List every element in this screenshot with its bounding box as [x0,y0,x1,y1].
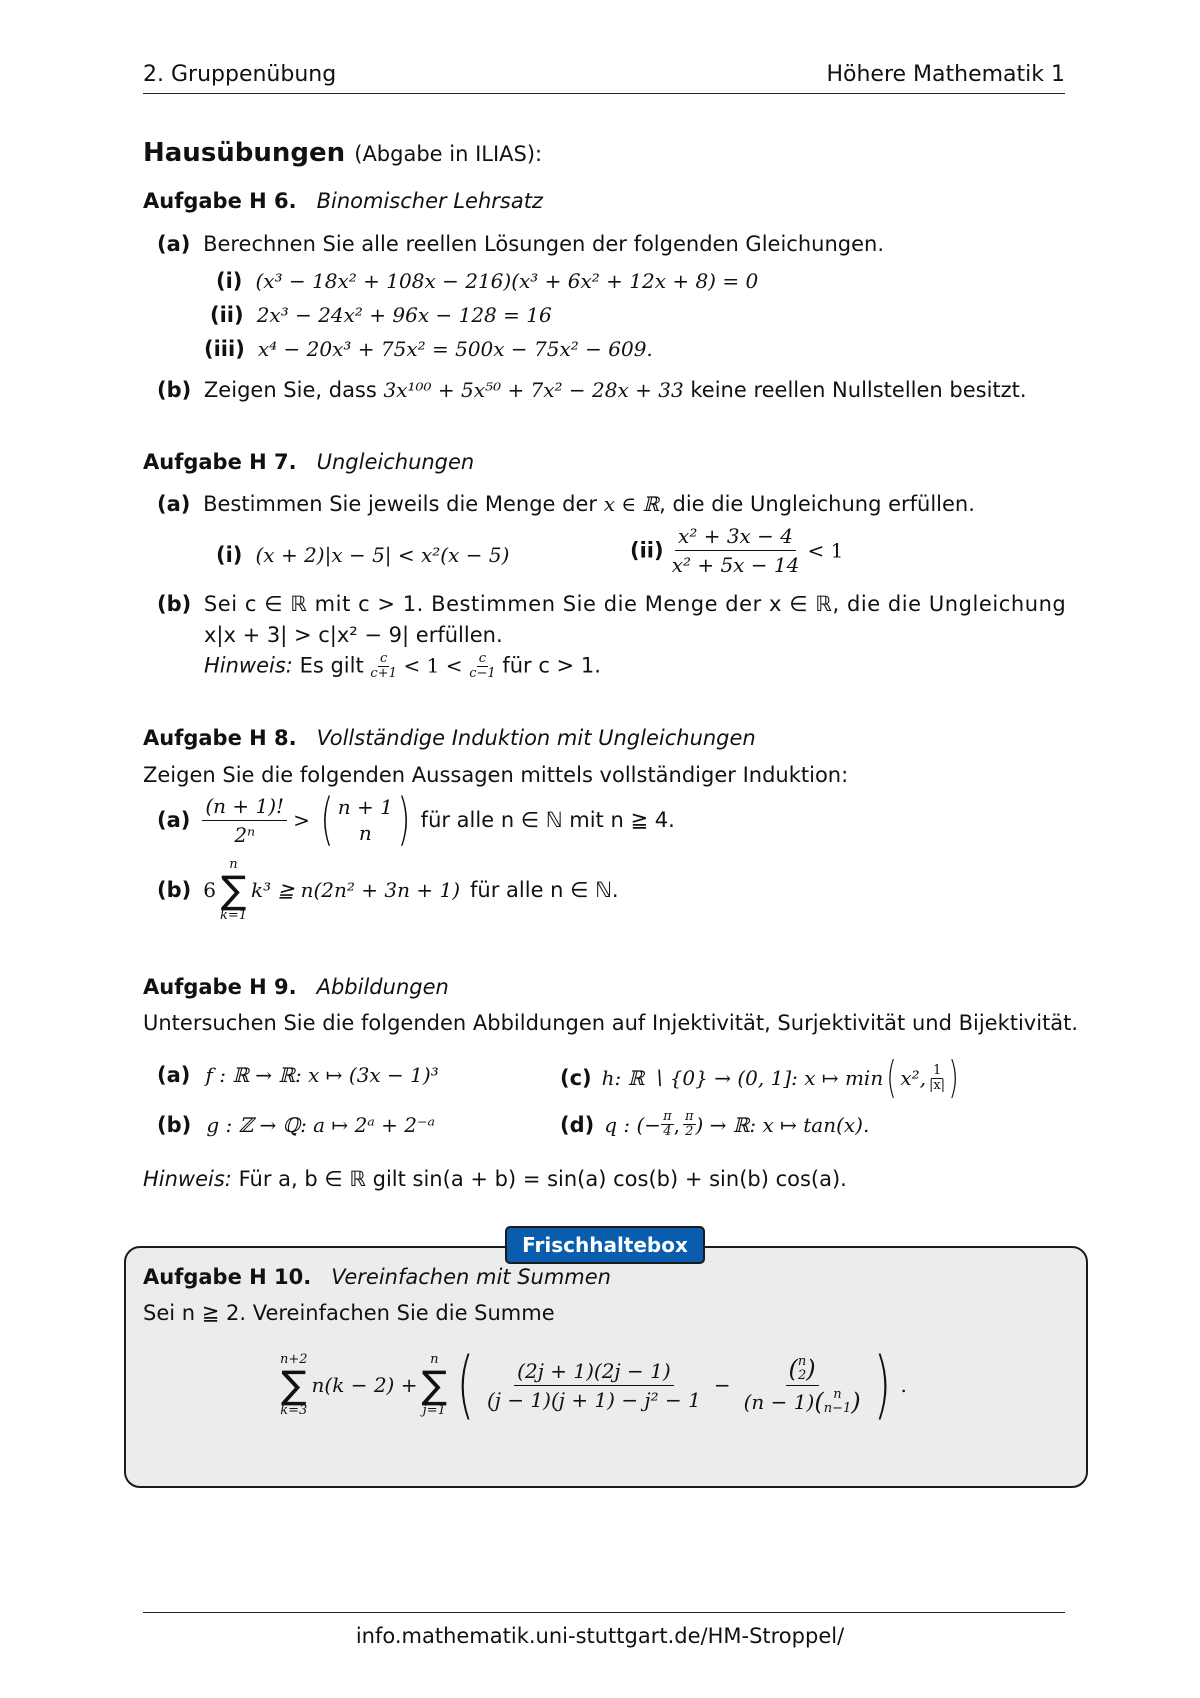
h10-sum1-bottom: k=3 [280,1403,308,1418]
h7-b [157,592,1066,616]
task-h9-label: Aufgabe H 9. [143,975,297,999]
h10-intro: Sei n ≧ 2. Vereinfachen Sie die Summe [143,1301,555,1325]
h8-a-denominator: 2ⁿ [234,822,256,847]
h9-d-frac2-num: π [684,1109,694,1124]
h6-ii-label: (ii) [210,303,244,327]
section-title [143,138,542,168]
h8-a-gt: > [293,808,310,832]
h6-iii-label: (iii) [204,337,245,361]
h8-b-body: k³ ≧ n(2n² + 3n + 1) [251,878,461,902]
h7-b-label: (b) [157,592,192,616]
h8-b-post: für alle n ∈ ℕ. [470,878,619,902]
h8-a-label: (a) [157,808,191,832]
h8-a-post: für alle n ∈ ℕ mit n ≧ 4. [420,808,675,832]
task-h7-label: Aufgabe H 7. [143,450,297,474]
h6-iii [204,337,653,361]
h10-sum2 [421,1353,447,1417]
h10-frac2 [741,1355,864,1416]
h8-b-sum [220,858,247,922]
h7-ii-numerator: x² + 3x − 4 [675,524,796,551]
h9-a [157,1063,439,1087]
h9-d-frac1-den: 4 [663,1124,672,1139]
h9-d-frac1-num: π [663,1109,672,1124]
h9-d-frac2 [683,1110,696,1139]
h8-a-binom-top: n + 1 [337,795,393,819]
h6-b-pre: Zeigen Sie, dass [203,378,377,402]
h8-intro: Zeigen Sie die folgenden Aussagen mittels vollständiger Induktion: [143,763,849,787]
h7-ii-denominator: x² + 5x − 14 [671,553,800,577]
h10-sum1-top: n+2 [280,1352,308,1367]
footer-url[interactable]: info.mathematik.uni-stuttgart.de/HM-Stroppel/ [355,1624,845,1648]
h9-b [157,1113,435,1137]
task-h9-name: Abbildungen [316,975,449,999]
h10-sum2-top: n [430,1352,439,1367]
h8-a-binom-left-paren: ( [320,787,334,852]
h9-b-equation: g : ℤ → ℚ: a ↦ 2ᵃ + 2⁻ᵃ [206,1113,436,1137]
h9-d-post: ) → ℝ: x ↦ tan(x). [695,1112,870,1137]
h10-sum1 [280,1353,308,1417]
h7-a-pre: Bestimmen Sie jeweils die Menge der [203,492,598,516]
h10-sum1-body: n(k − 2) + [311,1373,418,1397]
task-h9-heading [143,975,449,999]
h7-hint-frac2-den: c−1 [469,666,496,681]
h10-end: . [900,1373,907,1397]
h10-frac2-num-binom-bottom: 2 [797,1367,807,1383]
sigma-icon: ∑ [280,1363,307,1407]
h8-a [157,787,675,852]
h7-b-line2: x|x + 3| > c|x² − 9| erfüllen. [204,623,503,647]
h7-ii-label: (ii) [630,538,664,563]
h10-left-paren: ( [456,1342,475,1428]
h9-c-equation: h: ℝ ∖ {0} → (0, 1]: x ↦ min [601,1066,884,1090]
section-subtitle: (Abgabe in ILIAS): [354,142,543,166]
h8-b-sum-bottom: k=1 [219,908,248,923]
header-left: 2. Gruppenübung [143,62,337,87]
h9-c-right-paren: ) [948,1052,959,1103]
h7-a [157,492,975,516]
task-h8-name: Vollständige Induktion mit Ungleichungen [316,726,756,750]
h9-c-left-paren: ( [886,1052,897,1103]
footer-rule [143,1612,1065,1613]
h9-hint-text: Für a, b ∈ ℝ gilt sin(a + b) = sin(a) cos(b) + sin(b) cos(a). [238,1167,847,1191]
task-h8-heading [143,726,756,750]
h7-hint-post: für c > 1. [502,653,601,678]
h9-a-label: (a) [157,1063,191,1087]
h6-a [157,232,884,256]
h8-b-coef: 6 [203,878,216,902]
sigma-icon: ∑ [421,1363,448,1407]
h7-hint-mid: < 1 < [403,653,463,678]
h9-d-comma: , [673,1112,680,1137]
h9-c-frac-den: |x| [929,1077,946,1093]
h6-ii-equation: 2x³ − 24x² + 96x − 128 = 16 [256,303,552,327]
h9-d [560,1110,869,1139]
h6-ii [210,303,552,327]
task-h6-label: Aufgabe H 6. [143,189,297,213]
h9-c [560,1052,962,1103]
h6-a-label: (a) [157,232,191,256]
h8-a-numerator: (n + 1)! [202,794,287,821]
h10-frac2-den-pre: (n − 1) [743,1389,815,1414]
h10-formula [280,1342,907,1428]
h6-i-equation: (x³ − 18x² + 108x − 216)(x³ + 6x² + 12x + 8) = 0 [255,269,759,293]
h10-minus: − [713,1373,731,1397]
h7-a-set: x ∈ ℝ [603,492,660,516]
h10-frac1 [484,1359,704,1412]
h6-a-text: Berechnen Sie alle reellen Lösungen der folgenden Gleichungen. [203,232,885,256]
h7-i-equation: (x + 2)|x − 5| < x²(x − 5) [255,543,510,567]
h7-ii-rhs: < 1 [807,538,844,563]
h10-frac2-den-binom-bottom: n−1 [823,1400,852,1416]
header-right: Höhere Mathematik 1 [826,62,1065,87]
h10-frac2-num-binom-top: n [797,1353,807,1369]
h10-frac1-den: (j − 1)(j + 1) − j² − 1 [486,1387,701,1412]
h6-b [157,378,1027,402]
h7-b-line1: Sei c ∈ ℝ mit c > 1. Bestimmen Sie die Menge der x ∈ ℝ, die die Ungleichung [203,592,1067,616]
h9-d-label: (d) [560,1112,595,1137]
h7-a-post: , die die Ungleichung erfüllen. [659,492,975,516]
h9-hint [143,1167,847,1191]
h7-hint-frac2-num: c [478,651,487,666]
h6-i [216,269,758,293]
task-h7-name: Ungleichungen [316,450,475,474]
h9-d-frac1 [661,1110,674,1139]
task-h10-name: Vereinfachen mit Summen [331,1265,611,1289]
h10-frac2-num: ( n 2 ) [786,1355,819,1386]
h8-a-binom-right-paren: ) [397,787,411,852]
h8-b-label: (b) [157,878,192,902]
h9-a-equation: f : ℝ → ℝ: x ↦ (3x − 1)³ [205,1063,439,1087]
h6-i-label: (i) [216,269,243,293]
h8-a-binom-bottom: n [358,821,372,845]
h8-a-fraction [202,794,287,847]
h9-c-frac-num: 1 [932,1062,942,1078]
h9-b-label: (b) [157,1113,192,1137]
h9-c-label: (c) [560,1066,592,1090]
header-rule [143,93,1065,94]
h7-a-label: (a) [157,492,191,516]
h9-hint-label: Hinweis: [143,1167,232,1191]
task-h6-name: Binomischer Lehrsatz [316,189,543,213]
h8-b [157,858,619,922]
h10-frac2-den: (n − 1) ( n n−1 ) [743,1386,861,1416]
h6-b-equation: 3x¹⁰⁰ + 5x⁵⁰ + 7x² − 28x + 33 [383,378,684,402]
h7-hint-frac1-den: c+1 [370,666,397,681]
h9-d-pre: q : (− [604,1112,662,1137]
h7-ii-fraction [669,524,803,577]
h7-hint [204,652,601,681]
h7-i [216,543,509,567]
task-h10-label: Aufgabe H 10. [143,1265,312,1289]
h7-i-label: (i) [216,543,243,567]
h8-b-sum-top: n [229,857,238,872]
h7-hint-label: Hinweis: [204,653,293,678]
h9-c-args: x², [900,1066,927,1090]
h6-b-label: (b) [157,378,192,402]
task-h7-heading [143,450,474,474]
h7-hint-pre: Es gilt [299,653,364,678]
h9-d-frac2-den: 2 [685,1124,694,1139]
h9-c-frac [929,1064,945,1093]
h7-ii [630,524,843,577]
task-h6-heading [143,189,543,213]
task-h10-heading [143,1265,611,1289]
h6-b-post: keine reellen Nullstellen besitzt. [690,378,1027,402]
task-h8-label: Aufgabe H 8. [143,726,297,750]
sigma-icon: ∑ [220,868,247,912]
h7-hint-frac2 [469,652,495,681]
h10-frac1-num: (2j + 1)(2j − 1) [514,1359,673,1386]
frischhaltebox-tag: Frischhaltebox [505,1226,705,1264]
h9-intro: Untersuchen Sie die folgenden Abbildungen auf Injektivität, Surjektivität und Bijektivität. [143,1011,1079,1035]
h7-hint-frac1-num: c [379,651,388,666]
h6-iii-equation: x⁴ − 20x³ + 75x² = 500x − 75x² − 609. [257,337,653,361]
section-title-text: Hausübungen [143,138,346,168]
h10-sum2-bottom: j=1 [422,1403,446,1418]
h7-hint-frac1 [370,652,396,681]
h10-frac2-den-binom [824,1388,852,1416]
h10-frac2-den-binom-top: n [833,1386,842,1402]
h8-a-binom [336,794,395,846]
h10-right-paren: ) [873,1342,891,1428]
